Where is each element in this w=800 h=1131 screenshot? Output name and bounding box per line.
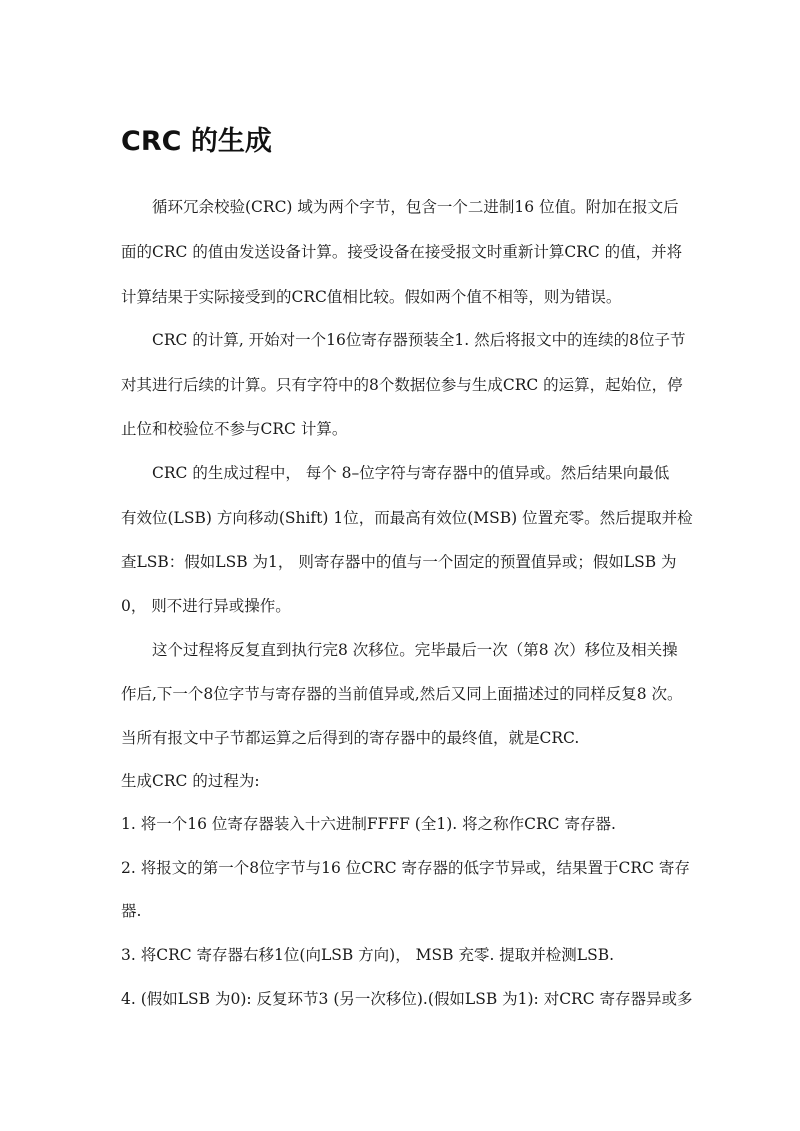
paragraph-4-line-2: 作后,下一个8位字节与寄存器的当前值异或,然后又同上面描述过的同样反复8 次。 (121, 685, 683, 703)
paragraph-1-line-2: 面的CRC 的值由发送设备计算。接受设备在接受报文时重新计算CRC 的值，并将 (121, 243, 683, 261)
steps-heading: 生成CRC 的过程为: (121, 772, 260, 790)
step-1: 1. 将一个16 位寄存器装入十六进制FFFF (全1). 将之称作CRC 寄存器. (121, 815, 616, 833)
paragraph-2-line-2: 对其进行后续的计算。只有字符中的8个数据位参与生成CRC 的运算，起始位，停 (121, 376, 683, 394)
step-2-line-2: 器. (121, 902, 142, 920)
paragraph-4-line-3: 当所有报文中子节都运算之后得到的寄存器中的最终值，就是CRC. (121, 729, 580, 747)
step-4-line-1: 4. (假如LSB 为0): 反复环节3 (另一次移位).(假如LSB 为1): 对CRC 寄存器异或多 (121, 990, 693, 1008)
paragraph-2-line-3: 止位和校验位不参与CRC 计算。 (121, 420, 348, 438)
paragraph-1-line-3: 计算结果于实际接受到的CRC值相比较。假如两个值不相等，则为错误。 (121, 288, 622, 306)
paragraph-2-line-1: CRC 的计算, 开始对一个16位寄存器预装全1. 然后将报文中的连续的8位子节 (152, 331, 686, 349)
step-2-line-1: 2. 将报文的第一个8位字节与16 位CRC 寄存器的低字节异或，结果置于CRC 寄存 (121, 859, 690, 877)
paragraph-4-line-1: 这个过程将反复直到执行完8 次移位。完毕最后一次（第8 次）移位及相关操 (152, 641, 678, 659)
paragraph-3-line-1: CRC 的生成过程中， 每个 8–位字符与寄存器中的值异或。然后结果向最低 (152, 464, 670, 482)
page-title: CRC 的生成 (121, 126, 272, 157)
paragraph-3-line-4: 0， 则不进行异或操作。 (121, 597, 291, 615)
paragraph-3-line-2: 有效位(LSB) 方向移动(Shift) 1位，而最高有效位(MSB) 位置充零。然后提取并检 (121, 509, 693, 527)
step-3: 3. 将CRC 寄存器右移1位(向LSB 方向)， MSB 充零. 提取并检测LSB. (121, 946, 615, 964)
paragraph-1-line-1: 循环冗余校验(CRC) 域为两个字节，包含一个二进制16 位值。附加在报文后 (152, 198, 679, 216)
paragraph-3-line-3: 查LSB：假如LSB 为1， 则寄存器中的值与一个固定的预置值异或；假如LSB 为 (121, 553, 677, 571)
